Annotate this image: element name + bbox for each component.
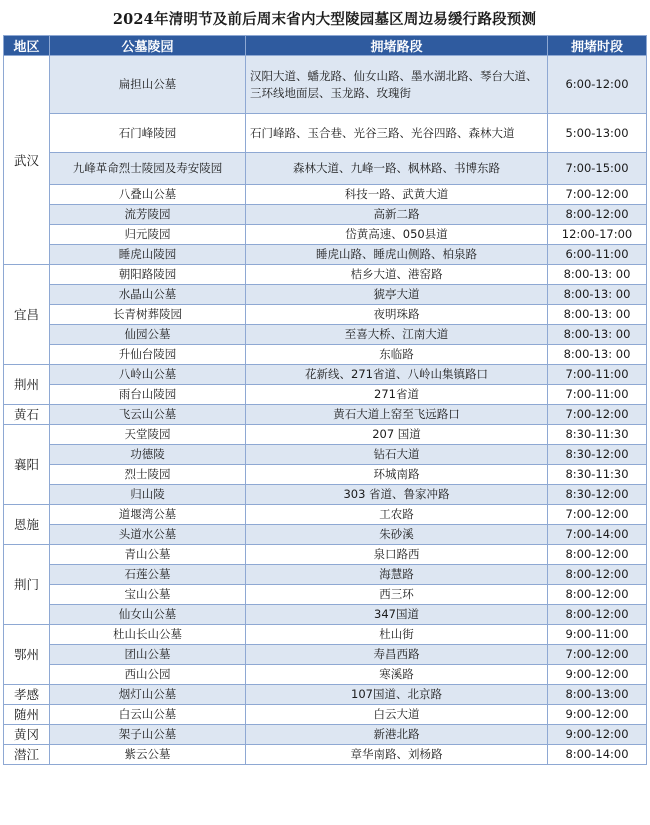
time-cell: 8:30-11:30 [548,425,647,445]
table-row [4,485,647,505]
table-row [4,545,647,565]
region-cell: 荆门 [4,545,50,625]
roads-cell: 西三环 [246,585,548,605]
table-row [4,725,647,745]
time-cell: 9:00-12:00 [548,725,647,745]
time-cell: 12:00-17:00 [548,225,647,245]
table-row [4,625,647,645]
cemetery-cell: 杜山长山公墓 [50,625,246,645]
table-row [4,205,647,225]
table-row [4,605,647,625]
region-cell: 随州 [4,705,50,725]
header-cemetery: 公墓陵园 [50,36,246,56]
time-cell: 7:00-12:00 [548,645,647,665]
time-cell: 5:00-13:00 [548,114,647,153]
time-cell: 9:00-12:00 [548,665,647,685]
cemetery-cell: 归山陵 [50,485,246,505]
cemetery-cell: 烟灯山公墓 [50,685,246,705]
region-cell: 荆州 [4,365,50,405]
table-row [4,685,647,705]
cemetery-cell: 九峰革命烈士陵园及寿安陵园 [50,153,246,185]
table-row [4,525,647,545]
table-row [4,114,647,153]
cemetery-cell: 天堂陵园 [50,425,246,445]
cemetery-cell: 扁担山公墓 [50,56,246,114]
roads-cell: 科技一路、武黄大道 [246,185,548,205]
roads-cell: 工农路 [246,505,548,525]
congestion-table [3,35,647,765]
time-cell: 7:00-12:00 [548,185,647,205]
time-cell: 6:00-12:00 [548,56,647,114]
roads-cell: 岱黄高速、050县道 [246,225,548,245]
roads-cell: 寒溪路 [246,665,548,685]
table-row [4,385,647,405]
table-row [4,265,647,285]
roads-cell: 汉阳大道、蟠龙路、仙女山路、墨水湖北路、琴台大道、三环线地面层、玉龙路、玫瑰街 [246,56,548,114]
cemetery-cell: 水晶山公墓 [50,285,246,305]
roads-cell: 海慧路 [246,565,548,585]
table-row [4,445,647,465]
roads-cell: 东临路 [246,345,548,365]
time-cell: 8:00-12:00 [548,585,647,605]
cemetery-cell: 功德陵 [50,445,246,465]
cemetery-cell: 升仙台陵园 [50,345,246,365]
roads-cell: 高新二路 [246,205,548,225]
roads-cell: 207 国道 [246,425,548,445]
table-row [4,505,647,525]
roads-cell: 271省道 [246,385,548,405]
header-roads: 拥堵路段 [246,36,548,56]
time-cell: 8:00-13: 00 [548,285,647,305]
roads-cell: 森林大道、九峰一路、枫林路、书博东路 [246,153,548,185]
time-cell: 6:00-11:00 [548,245,647,265]
table-row [4,345,647,365]
cemetery-cell: 架子山公墓 [50,725,246,745]
time-cell: 8:30-11:30 [548,465,647,485]
roads-cell: 章华南路、刘杨路 [246,745,548,765]
cemetery-cell: 青山公墓 [50,545,246,565]
table-row [4,365,647,385]
cemetery-cell: 雨台山陵园 [50,385,246,405]
region-cell: 恩施 [4,505,50,545]
cemetery-cell: 宝山公墓 [50,585,246,605]
table-row [4,185,647,205]
table-row [4,305,647,325]
time-cell: 8:00-13:00 [548,685,647,705]
header-region: 地区 [4,36,50,56]
roads-cell: 环城南路 [246,465,548,485]
cemetery-cell: 石门峰陵园 [50,114,246,153]
time-cell: 9:00-11:00 [548,625,647,645]
time-cell: 8:00-13: 00 [548,325,647,345]
table-row [4,325,647,345]
time-cell: 7:00-11:00 [548,385,647,405]
cemetery-cell: 仙园公墓 [50,325,246,345]
roads-cell: 寿昌西路 [246,645,548,665]
cemetery-cell: 长青树葬陵园 [50,305,246,325]
table-row [4,405,647,425]
roads-cell: 杜山街 [246,625,548,645]
time-cell: 8:00-13: 00 [548,265,647,285]
roads-cell: 钻石大道 [246,445,548,465]
table-body [4,56,647,765]
cemetery-cell: 仙女山公墓 [50,605,246,625]
cemetery-cell: 团山公墓 [50,645,246,665]
region-cell: 鄂州 [4,625,50,685]
cemetery-cell: 飞云山公墓 [50,405,246,425]
time-cell: 8:00-12:00 [548,205,647,225]
roads-cell: 石门峰路、玉合巷、光谷三路、光谷四路、森林大道 [246,114,548,153]
table-row [4,425,647,445]
table-row [4,465,647,485]
roads-cell: 猇亭大道 [246,285,548,305]
cemetery-cell: 八叠山公墓 [50,185,246,205]
roads-cell: 泉口路西 [246,545,548,565]
table-row [4,745,647,765]
time-cell: 8:00-12:00 [548,545,647,565]
congestion-forecast-sheet [3,4,646,765]
roads-cell: 347国道 [246,605,548,625]
roads-cell: 朱砂溪 [246,525,548,545]
roads-cell: 至喜大桥、江南大道 [246,325,548,345]
table-row [4,585,647,605]
cemetery-cell: 归元陵园 [50,225,246,245]
time-cell: 7:00-11:00 [548,365,647,385]
time-cell: 8:00-14:00 [548,745,647,765]
table-row [4,645,647,665]
table-row [4,56,647,114]
cemetery-cell: 西山公园 [50,665,246,685]
time-cell: 8:00-13: 00 [548,345,647,365]
table-row [4,285,647,305]
table-row [4,245,647,265]
cemetery-cell: 道堰湾公墓 [50,505,246,525]
cemetery-cell: 流芳陵园 [50,205,246,225]
table-row [4,705,647,725]
time-cell: 7:00-15:00 [548,153,647,185]
roads-cell: 303 省道、鲁家冲路 [246,485,548,505]
region-cell: 孝感 [4,685,50,705]
page-title: 2024年清明节及前后周末省内大型陵园墓区周边易缓行路段预测 [112,11,537,28]
time-cell: 8:00-12:00 [548,605,647,625]
roads-cell: 黄石大道上窑至飞远路口 [246,405,548,425]
cemetery-cell: 朝阳路陵园 [50,265,246,285]
roads-cell: 新港北路 [246,725,548,745]
cemetery-cell: 烈士陵园 [50,465,246,485]
region-cell: 潜江 [4,745,50,765]
time-cell: 8:30-12:00 [548,445,647,465]
header-time: 拥堵时段 [548,36,647,56]
roads-cell: 夜明珠路 [246,305,548,325]
time-cell: 7:00-12:00 [548,505,647,525]
roads-cell: 桔乡大道、港窑路 [246,265,548,285]
region-cell: 宜昌 [4,265,50,365]
time-cell: 8:00-13: 00 [548,305,647,325]
time-cell: 7:00-14:00 [548,525,647,545]
roads-cell: 花新线、271省道、八岭山集镇路口 [246,365,548,385]
cemetery-cell: 白云山公墓 [50,705,246,725]
time-cell: 9:00-12:00 [548,705,647,725]
roads-cell: 白云大道 [246,705,548,725]
time-cell: 7:00-12:00 [548,405,647,425]
region-cell: 襄阳 [4,425,50,505]
roads-cell: 睡虎山路、睡虎山侧路、柏泉路 [246,245,548,265]
cemetery-cell: 头道水公墓 [50,525,246,545]
region-cell: 武汉 [4,56,50,265]
cemetery-cell: 紫云公墓 [50,745,246,765]
table-row [4,225,647,245]
roads-cell: 107国道、北京路 [246,685,548,705]
region-cell: 黄冈 [4,725,50,745]
cemetery-cell: 睡虎山陵园 [50,245,246,265]
table-header-row [4,36,647,56]
cemetery-cell: 石莲公墓 [50,565,246,585]
time-cell: 8:00-12:00 [548,565,647,585]
cemetery-cell: 八岭山公墓 [50,365,246,385]
table-row [4,153,647,185]
table-row [4,565,647,585]
time-cell: 8:30-12:00 [548,485,647,505]
table-row [4,665,647,685]
region-cell: 黄石 [4,405,50,425]
